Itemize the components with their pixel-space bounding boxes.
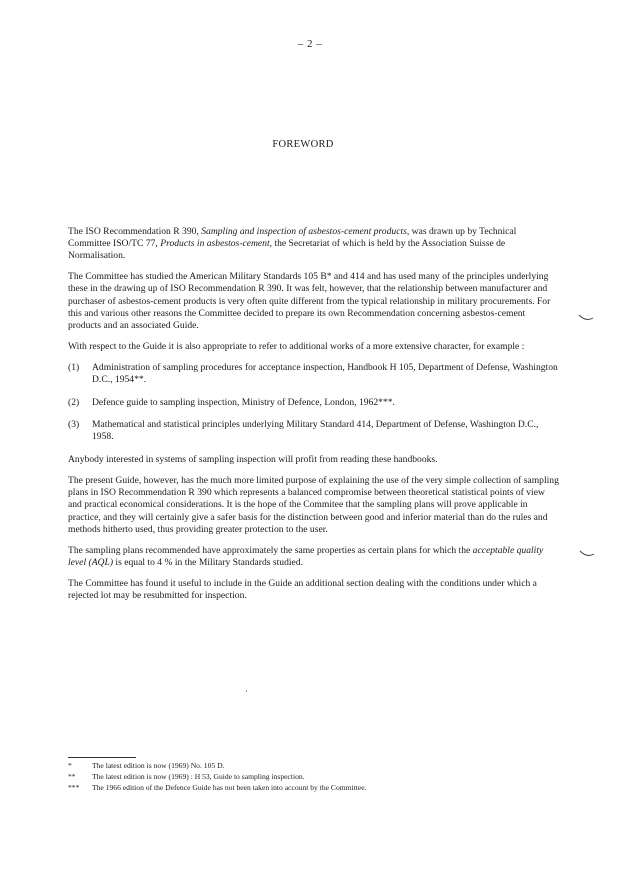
paragraph-7: The Committee has found it useful to include in the Guide an additional section dealing with the conditions under which a rejected lot may be resubmitted for inspection.: [68, 577, 537, 601]
reference-item-2: [68, 397, 560, 409]
reference-number: (3): [68, 419, 80, 431]
footnotes: [68, 760, 528, 794]
reference-number: (2): [68, 396, 80, 408]
footnote-2: [68, 771, 528, 782]
page-title: FOREWORD: [272, 139, 334, 150]
paragraph-1-committee-italic: Products in asbestos-cement: [160, 238, 270, 250]
paragraph-2: The Committee has studied the American Military Standards 105 B* and 414 and has used many of the principles underlying these in the drawing up of ISO Recommendation R 390. It was felt, however, that the relationship between manufacturer and purchaser of asbestos-cement products is very often quite different from the typical relationship in military procurements. For this and various other reasons the Committee decided to prepare its own Recommendation concerning asbestos-cement products and an associated Guide.: [68, 271, 551, 332]
footnote-text: The latest edition is now (1969) No. 105 D.: [92, 761, 225, 770]
footnote-1: [68, 760, 528, 771]
reference-text: Administration of sampling procedures for acceptance inspection, Handbook H 105, Department of Defense, Washington D.C., 1954**.: [92, 361, 558, 385]
footnote-3: [68, 782, 528, 793]
footnote-text: The latest edition is now (1969) : H 53, Guide to sampling inspection.: [92, 772, 305, 782]
reference-number: (1): [68, 361, 80, 373]
footnote-divider: [68, 757, 136, 758]
margin-change-mark-icon: [579, 550, 595, 558]
reference-text: Mathematical and statistical principles underlying Military Standard 414, Department of Defense, Washington D.C., 1958.: [92, 419, 539, 443]
paragraph-6-aql-italic: acceptable quality level (AQL): [68, 544, 544, 568]
paragraph-1-text-a: The ISO Recommendation R 390,: [68, 226, 202, 237]
margin-change-mark-icon: [578, 314, 594, 322]
foreword-body: [68, 226, 560, 611]
reference-item-3: [68, 419, 560, 443]
paragraph-5: The present Guide, however, has the much more limited purpose of explaining the use of the very simple collection of sampling plans in ISO Recommendation R 390 which represents a balanced compromise between theoretical statistical points of view and practical economical considerations. It is the hope of the Commitee that the sampling plans will prove applicable in practice, and they will certainly give a safer basis for the distinction between good and inferior material than do the rules and methods hitherto used, thus providing greater protection to the user.: [68, 474, 559, 535]
paragraph-6: [68, 545, 560, 569]
page-number: – 2 –: [297, 38, 323, 50]
reference-item-1: [68, 362, 560, 386]
footnote-text: The 1966 edition of the Defence Guide has not been taken into account by the Committee.: [92, 783, 367, 793]
paragraph-1-text-e: , the Secretariat of which is held by the Association Suisse de Normalisation.: [68, 238, 506, 262]
paragraph-4: Anybody interested in systems of sampling inspection will profit from reading these handbooks.: [68, 454, 438, 466]
reference-text: Defence guide to sampling inspection, Ministry of Defence, London, 1962***.: [92, 396, 395, 408]
paragraph-1: [68, 226, 560, 263]
paragraph-6-text-c: is equal to 4 % in the Military Standards studied.: [113, 556, 304, 568]
paragraph-1-title-italic: Sampling and inspection of asbestos-cement products: [201, 226, 407, 237]
paragraph-6-text-a: The sampling plans recommended have approximately the same properties as certain plans for which the: [68, 544, 473, 556]
paragraph-1-text-c: , was drawn up by Technical Committee ISO/TC 77,: [68, 226, 517, 250]
footnote-mark: *: [68, 761, 72, 770]
scan-speck: [246, 690, 247, 692]
footnote-mark: **: [68, 772, 76, 782]
footnote-mark: ***: [68, 783, 80, 793]
paragraph-3: With respect to the Guide it is also appropriate to refer to additional works of a more extensive character, for example :: [68, 340, 525, 352]
